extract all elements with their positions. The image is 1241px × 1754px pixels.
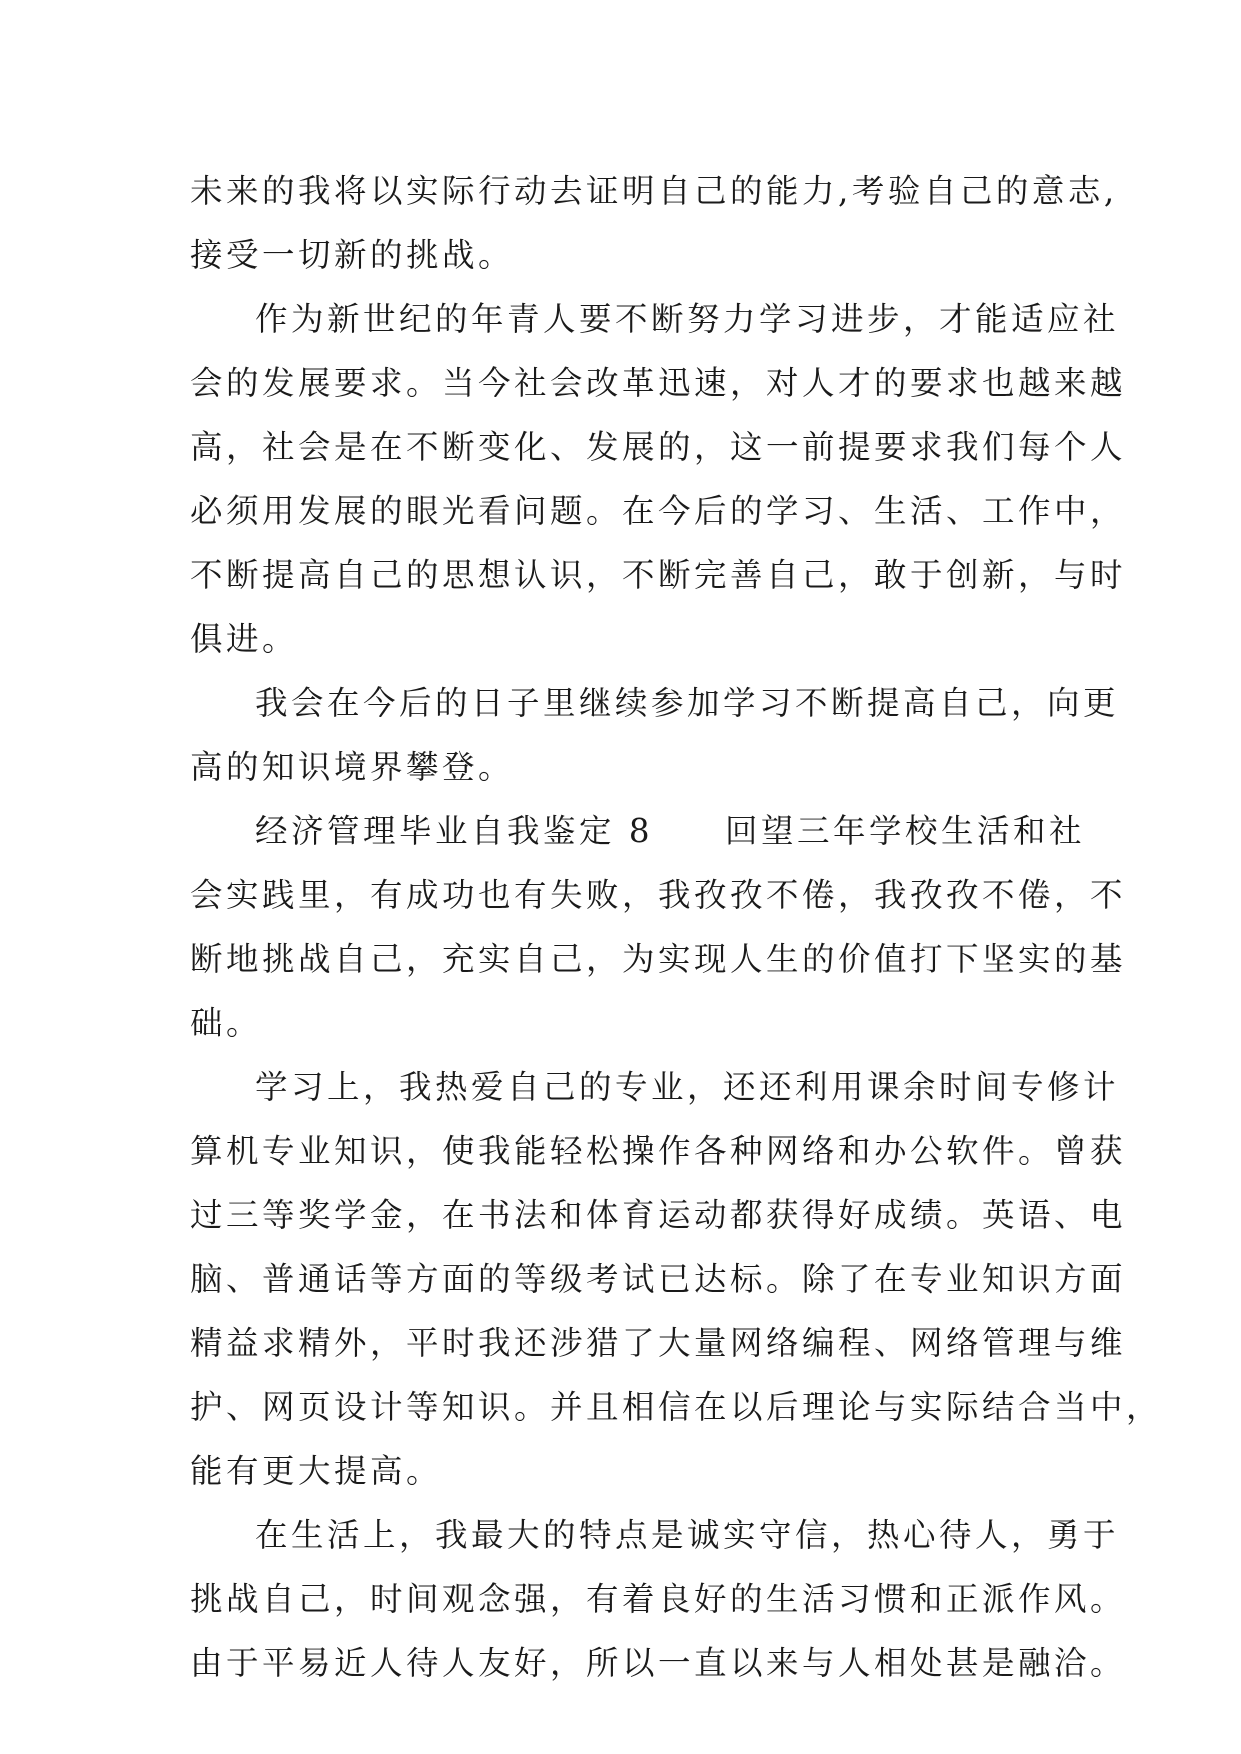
paragraph-line: 挑战自己，时间观念强，有着良好的生活习惯和正派作风。 (190, 1580, 1127, 1618)
paragraph-line: 作为新世纪的年青人要不断努力学习进步，才能适应社 (255, 300, 1120, 338)
paragraph-line: 俱进。 (190, 620, 299, 658)
paragraph-line: 过三等奖学金，在书法和体育运动都获得好成绩。英语、电 (190, 1196, 1127, 1234)
paragraph-line: 高的知识境界攀登。 (190, 748, 515, 786)
paragraph-line: 未来的我将以实际行动去证明自己的能力,考验自己的意志, (190, 172, 1118, 210)
paragraph-line: 础。 (190, 1004, 263, 1042)
document-body (190, 159, 1163, 1695)
paragraph-line: 接受一切新的挑战。 (190, 236, 515, 274)
paragraph-line: 精益求精外，平时我还涉猎了大量网络编程、网络管理与维 (190, 1324, 1127, 1362)
paragraph-line: 我会在今后的日子里继续参加学习不断提高自己，向更 (255, 684, 1120, 722)
paragraph-line: 由于平易近人待人友好，所以一直以来与人相处甚是融洽。 (190, 1644, 1127, 1682)
paragraph-line: 高，社会是在不断变化、发展的，这一前提要求我们每个人 (190, 428, 1127, 466)
paragraph-line: 在生活上，我最大的特点是诚实守信，热心待人，勇于 (255, 1516, 1120, 1554)
paragraph-line: 脑、普通话等方面的等级考试已达标。除了在专业知识方面 (190, 1260, 1127, 1298)
paragraph-line: 不断提高自己的思想认识，不断完善自己，敢于创新，与时 (190, 556, 1127, 594)
paragraph-line: 会的发展要求。当今社会改革迅速，对人才的要求也越来越 (190, 364, 1127, 402)
paragraph-line: 护、网页设计等知识。并且相信在以后理论与实际结合当中， (190, 1388, 1163, 1426)
paragraph-line: 算机专业知识，使我能轻松操作各种网络和办公软件。曾获 (190, 1132, 1127, 1170)
paragraph-line: 能有更大提高。 (190, 1452, 443, 1490)
paragraph-line: 断地挑战自己，充实自己，为实现人生的价值打下坚实的基 (190, 940, 1127, 978)
paragraph-line: 学习上，我热爱自己的专业，还还利用课余时间专修计 (255, 1068, 1120, 1106)
paragraph-line: 必须用发展的眼光看问题。在今后的学习、生活、工作中， (190, 492, 1127, 530)
paragraph-line: 经济管理毕业自我鉴定 8 回望三年学校生活和社 (255, 812, 1086, 850)
paragraph-line: 会实践里，有成功也有失败，我孜孜不倦，我孜孜不倦，不 (190, 876, 1127, 914)
